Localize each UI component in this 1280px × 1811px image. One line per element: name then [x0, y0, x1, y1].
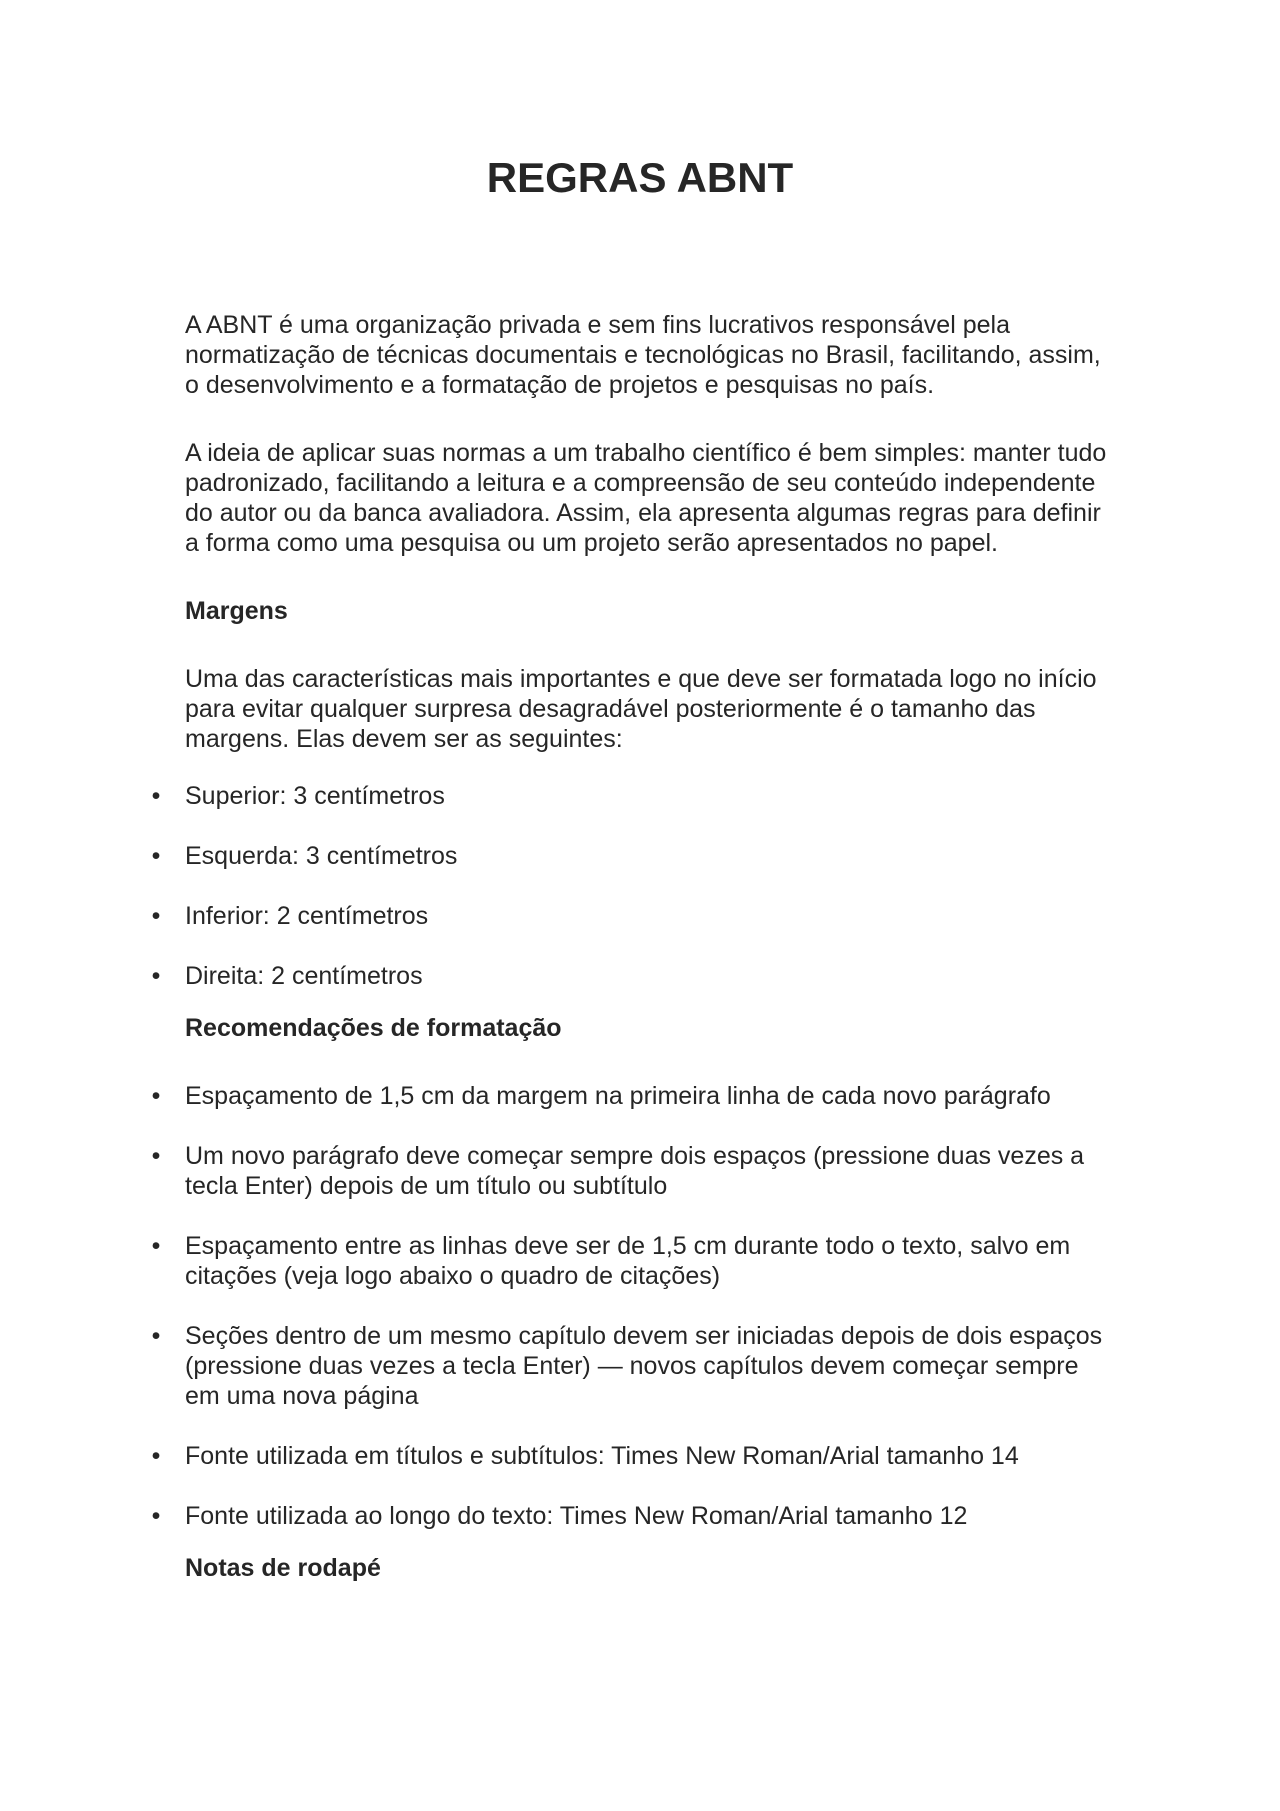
list-item [151, 1231, 1120, 1291]
list-item [151, 961, 1120, 991]
margins-intro-paragraph: Uma das características mais importantes e que deve ser formatada logo no início para evitar qualquer surpresa desagradável posteriormente é o tamanho das margens. Elas devem ser as seguintes: [185, 665, 1097, 753]
list-item-text: Fonte utilizada ao longo do texto: Times New Roman/Arial tamanho 12 [185, 1502, 968, 1530]
list-item [151, 901, 1120, 931]
bullet-icon: • [151, 1232, 161, 1260]
list-item-text: Inferior: 2 centímetros [185, 902, 429, 930]
margins-heading: Margens [185, 597, 288, 625]
bullet-icon: • [151, 902, 161, 930]
footnotes-heading: Notas de rodapé [185, 1554, 381, 1582]
list-item-text: Um novo parágrafo deve começar sempre dois espaços (pressione duas vezes a tecla Enter) depois de um título ou subtítulo [185, 1142, 1085, 1200]
bullet-icon: • [151, 1502, 161, 1530]
bullet-icon: • [151, 782, 161, 810]
bullet-icon: • [151, 962, 161, 990]
list-item-text: Superior: 3 centímetros [185, 782, 445, 810]
bullet-icon: • [151, 1442, 161, 1470]
list-item-text: Espaçamento entre as linhas deve ser de 1,5 cm durante todo o texto, salvo em citações (veja logo abaixo o quadro de citações) [185, 1232, 1071, 1290]
margins-list [151, 781, 1120, 991]
formatting-list [151, 1081, 1120, 1531]
intro-paragraph: A ABNT é uma organização privada e sem fins lucrativos responsável pela normatização de técnicas documentais e tecnológicas no Brasil, facilitando, assim, o desenvolvimento e a formatação de projetos e pesquisas no país. [185, 311, 1101, 399]
list-item [151, 1501, 1120, 1531]
formatting-heading: Recomendações de formatação [185, 1014, 562, 1042]
page-title: REGRAS ABNT [486, 154, 794, 201]
bullet-icon: • [151, 1082, 161, 1110]
list-item-text: Espaçamento de 1,5 cm da margem na primeira linha de cada novo parágrafo [185, 1082, 1051, 1110]
list-item [151, 1321, 1120, 1411]
bullet-icon: • [151, 842, 161, 870]
list-item [151, 1141, 1120, 1201]
list-item-text: Direita: 2 centímetros [185, 962, 423, 990]
list-item [151, 1441, 1120, 1471]
list-item [151, 841, 1120, 871]
list-item-text: Esquerda: 3 centímetros [185, 842, 458, 870]
purpose-paragraph: A ideia de aplicar suas normas a um trabalho científico é bem simples: manter tudo padronizado, facilitando a leitura e a compreensão de seu conteúdo independente do autor ou da banca avaliadora. Assim, ela apresenta algumas regras para definir a forma como uma pesquisa ou um projeto serão apresentados no papel. [185, 439, 1107, 557]
list-item [151, 1081, 1120, 1111]
document-body [151, 310, 1120, 1621]
list-item-text: Fonte utilizada em títulos e subtítulos: Times New Roman/Arial tamanho 14 [185, 1442, 1019, 1470]
list-item [151, 781, 1120, 811]
list-item-text: Seções dentro de um mesmo capítulo devem ser iniciadas depois de dois espaços (pressione duas vezes a tecla Enter) — novos capítulos devem começar sempre em uma nova página [185, 1322, 1103, 1410]
bullet-icon: • [151, 1142, 161, 1170]
bullet-icon: • [151, 1322, 161, 1350]
